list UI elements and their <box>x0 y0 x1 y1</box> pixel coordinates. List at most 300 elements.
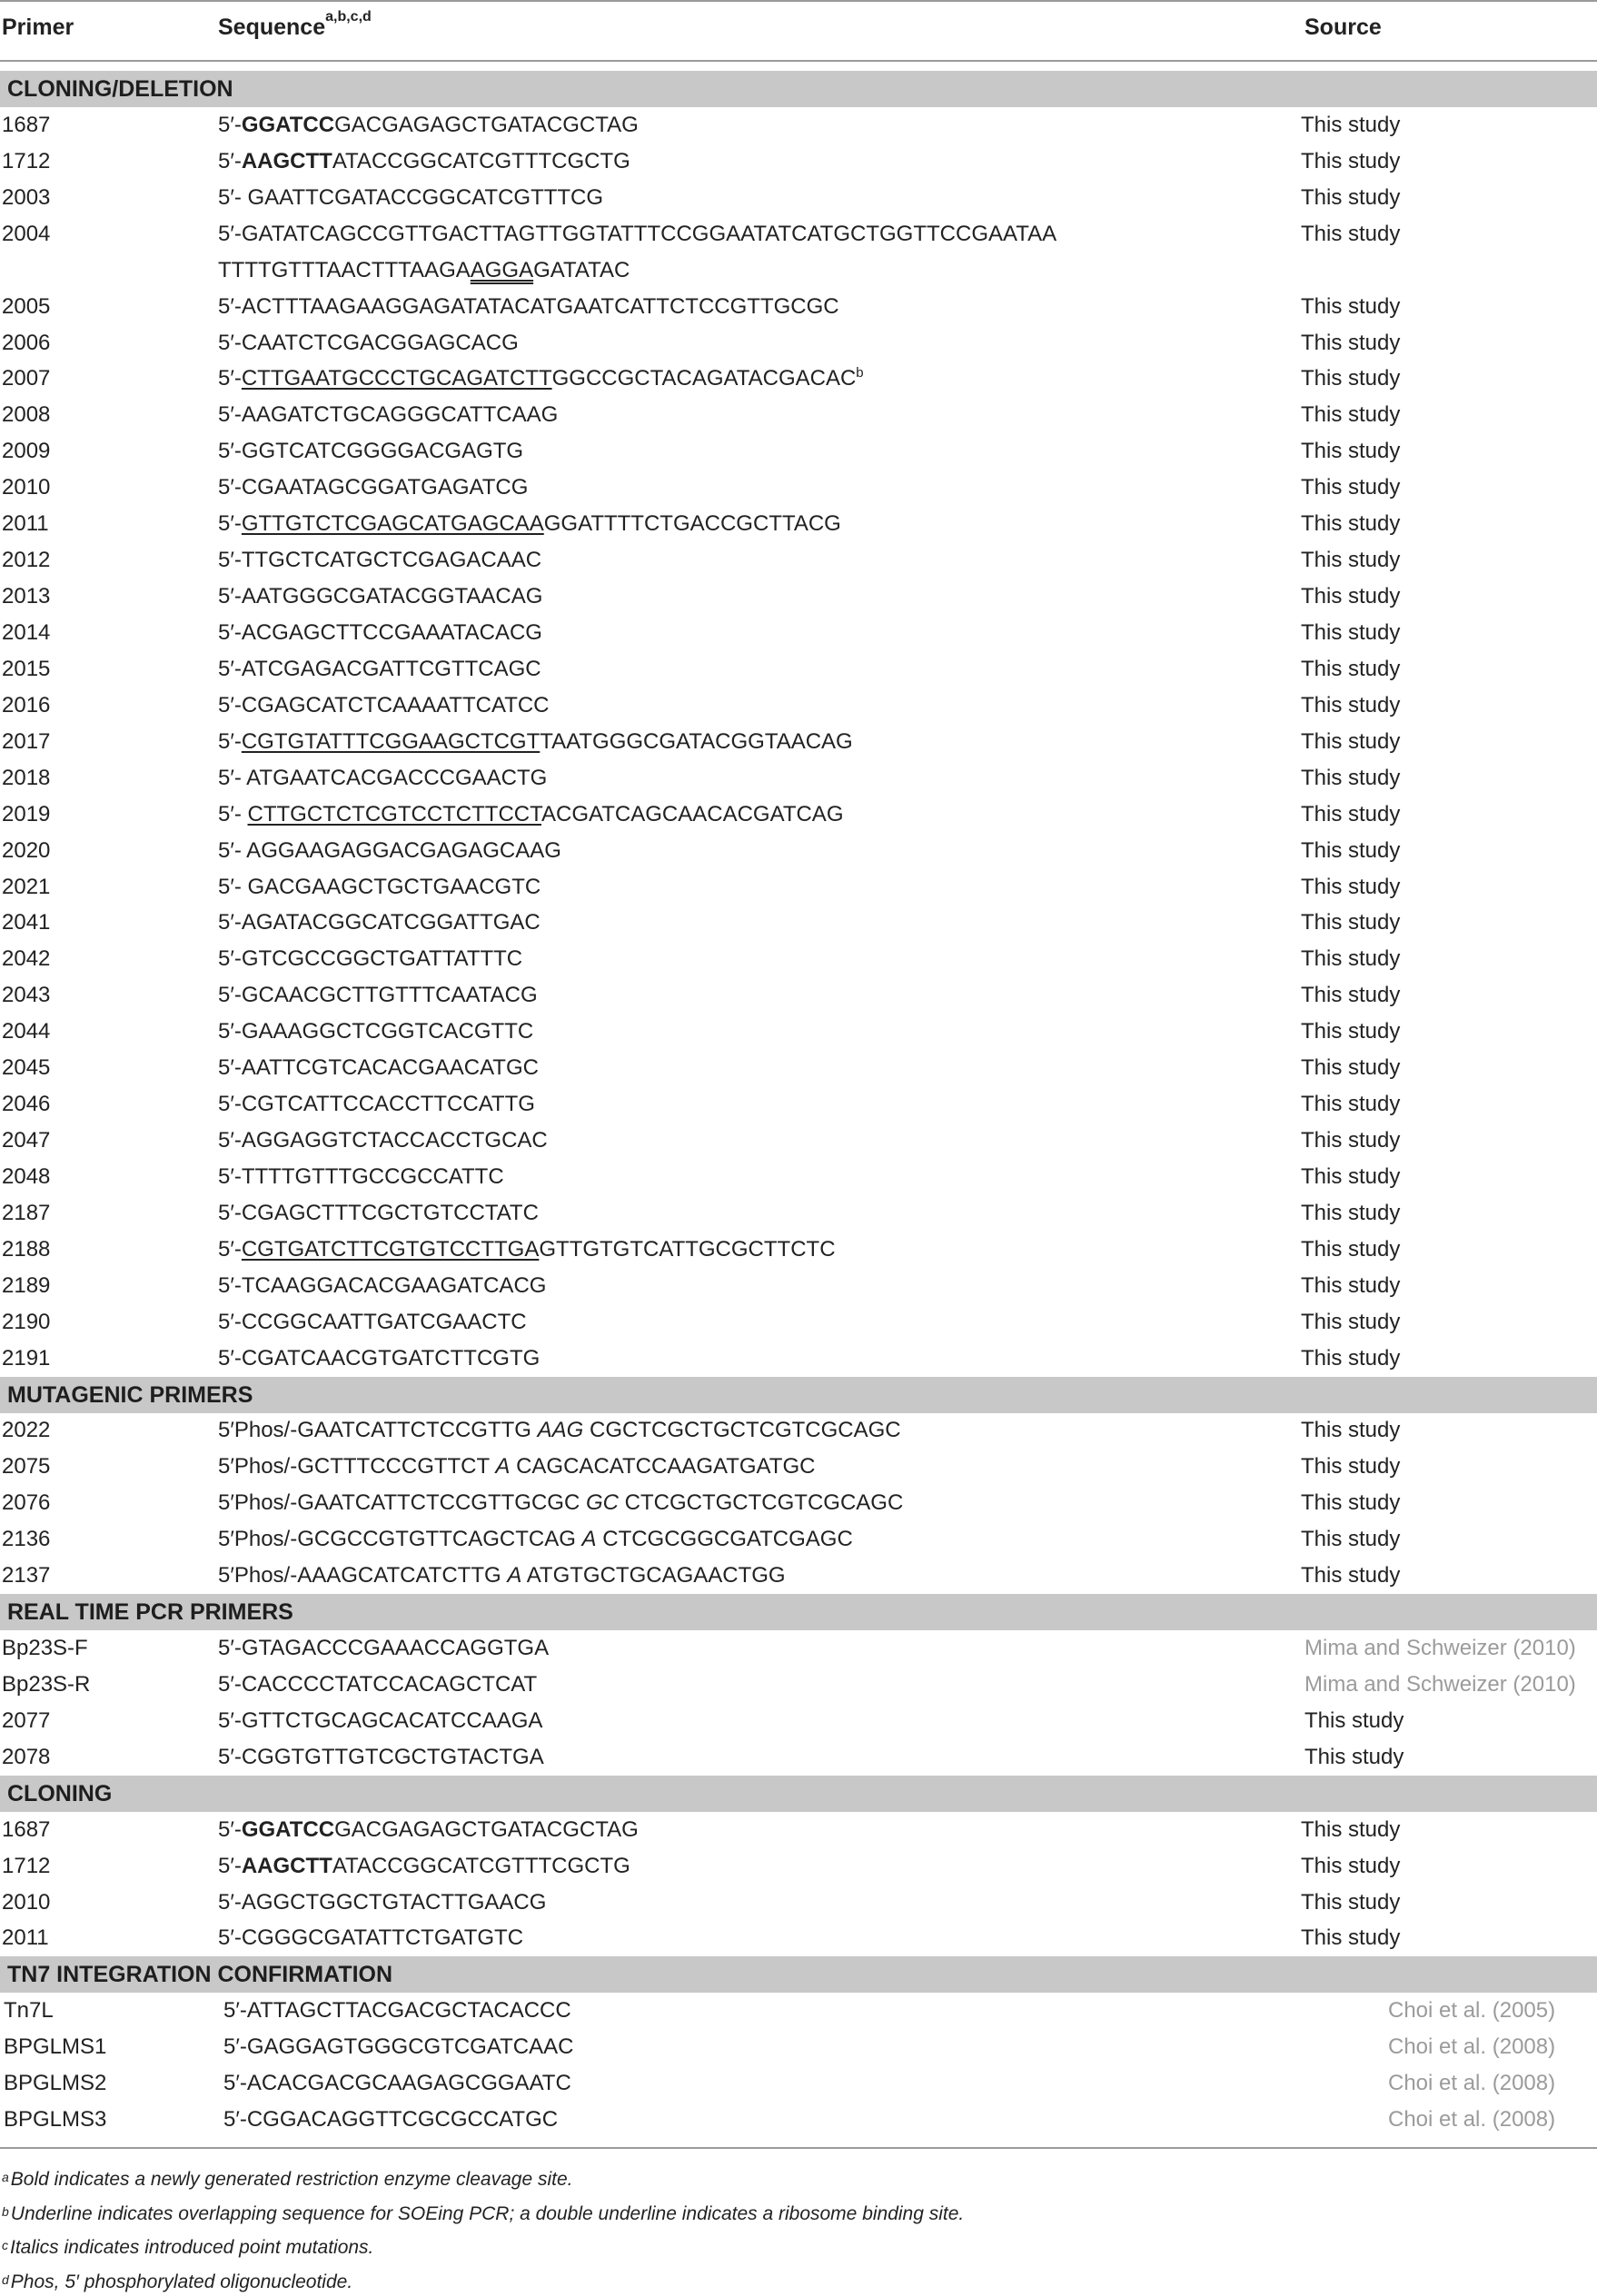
primer-sequence <box>218 1412 901 1449</box>
primer-source: This study <box>1304 1707 1404 1733</box>
primer-source: This study <box>1301 112 1401 137</box>
primer-source: Choi et al. (2008) <box>1388 2034 1556 2060</box>
table-row <box>0 615 1597 651</box>
primer-source: This study <box>1304 1744 1404 1769</box>
sequence-segment: AGGA <box>470 257 534 282</box>
sequence-segment: 5′-GTCGCCGGCTGATTATTTC <box>218 946 523 972</box>
header-source: Source <box>1304 15 1382 40</box>
primer-sequence <box>218 1014 533 1050</box>
sequence-segment: CTTGAATGCCCTGCAGATCTT <box>241 366 552 391</box>
sequence-segment: AAGCTT <box>241 148 332 173</box>
bottom-rule <box>0 2147 1597 2149</box>
table-row <box>0 1232 1597 1268</box>
sequence-segment: 5′-ACTTTAAGAAGGAGATATACATGAATCATTCTCCGTTGCGC <box>218 293 839 319</box>
sequence-segment: ATGTGCTGCAGAACTGG <box>521 1563 786 1588</box>
primer-id: 2076 <box>2 1490 51 1516</box>
table-row <box>0 470 1597 506</box>
sequence-segment: 5′- <box>218 112 242 137</box>
primer-source: This study <box>1301 366 1401 391</box>
primer-sequence <box>218 905 541 941</box>
primer-id: 2047 <box>2 1128 51 1153</box>
primer-sequence <box>218 1341 540 1377</box>
sequence-segment: TTTTGTTTAACTTTAAGA <box>218 257 471 282</box>
sequence-segment: 5′-CGGTGTTGTCGCTGTACTGA <box>218 1744 544 1769</box>
primer-sequence <box>218 1123 548 1159</box>
sequence-segment: 5′-GAAAGGCTCGGTCACGTTC <box>218 1019 534 1044</box>
sequence-segment: 5′Phos/-GCTTTCCCGTTCT <box>218 1454 496 1480</box>
primer-source: This study <box>1301 439 1401 464</box>
table-row <box>0 180 1597 216</box>
primer-sequence <box>218 397 558 433</box>
footnote-mark: d <box>2 2271 9 2287</box>
sequence-segment: CTCGCTGCTCGTCGCAGC <box>618 1490 904 1516</box>
primer-id: Bp23S-R <box>2 1671 91 1697</box>
primer-sequence <box>218 1195 539 1232</box>
sequence-segment: 5′-CAATCTCGACGGAGCACG <box>218 330 519 355</box>
primer-source: This study <box>1301 874 1401 899</box>
table-row <box>0 1412 1597 1449</box>
primer-id: 2015 <box>2 656 51 681</box>
primer-source: This study <box>1301 1236 1401 1262</box>
primer-id: 2188 <box>2 1236 51 1262</box>
primer-sequence <box>218 470 528 506</box>
primer-source: This study <box>1301 1563 1401 1588</box>
primer-id: 2045 <box>2 1055 51 1081</box>
table-row <box>0 1123 1597 1159</box>
sequence-segment: b <box>856 365 864 381</box>
primer-sequence <box>218 1558 786 1594</box>
primer-id: Tn7L <box>4 1998 54 2024</box>
sequence-segment: 5′- <box>218 1816 242 1842</box>
sequence-segment: 5′Phos/-AAAGCATCATCTTG <box>218 1563 508 1588</box>
table-row <box>0 1703 1597 1739</box>
primer-id: 2006 <box>2 330 51 355</box>
primer-source: This study <box>1301 1527 1401 1552</box>
primer-id: 2019 <box>2 801 51 826</box>
primer-sequence <box>218 688 550 724</box>
primer-source: Mima and Schweizer (2010) <box>1304 1636 1576 1660</box>
primer-id: 1712 <box>2 1853 51 1878</box>
primer-source: This study <box>1301 548 1401 573</box>
sequence-segment: 5′- <box>218 801 248 826</box>
primer-id: Bp23S-F <box>2 1636 88 1660</box>
footnote <box>2 2201 964 2228</box>
table-row <box>0 1812 1597 1848</box>
primer-source: Choi et al. (2008) <box>1388 2071 1556 2096</box>
primer-source: This study <box>1301 1816 1401 1842</box>
sequence-segment: 5′-GGTCATCGGGGACGAGTG <box>218 439 524 464</box>
primer-source: This study <box>1301 1925 1401 1951</box>
section-title: TN7 INTEGRATION CONFIRMATION <box>7 1962 393 1988</box>
primer-sequence <box>218 180 603 216</box>
primer-source: This study <box>1301 221 1401 246</box>
primer-id: 2190 <box>2 1309 51 1334</box>
primer-source: This study <box>1301 475 1401 500</box>
primer-source: This study <box>1301 728 1401 754</box>
primer-source: This study <box>1301 837 1401 863</box>
footnote <box>2 2269 352 2296</box>
sequence-segment: CGTGTATTTCGGAAGCTCGT <box>241 728 541 754</box>
primer-source: This study <box>1301 402 1401 428</box>
table-row <box>0 1086 1597 1123</box>
primer-source: This study <box>1301 1092 1401 1116</box>
primer-source: This study <box>1301 511 1401 537</box>
primer-source: This study <box>1301 1200 1401 1225</box>
primer-sequence <box>218 1485 903 1521</box>
primer-sequence <box>223 2102 558 2138</box>
primer-sequence <box>218 651 541 688</box>
primer-id: 2004 <box>2 221 51 246</box>
sequence-segment: 5′- <box>218 511 242 537</box>
primer-id: 2003 <box>2 184 51 210</box>
primer-sequence <box>218 1521 853 1558</box>
sequence-segment: GTTGTGTCATTGCGCTTCTC <box>539 1236 836 1262</box>
sequence-segment: 5′- GAATTCGATACCGGCATCGTTTCG <box>218 184 604 210</box>
table-row <box>0 289 1597 325</box>
primer-source: This study <box>1301 946 1401 972</box>
table-row <box>0 1630 1597 1667</box>
primer-source: This study <box>1301 1019 1401 1044</box>
primer-sequence <box>218 542 541 579</box>
primer-sequence <box>218 1304 527 1341</box>
table-row <box>0 1848 1597 1885</box>
table-row <box>0 144 1597 180</box>
table-row <box>0 941 1597 977</box>
sequence-segment: 5′- <box>218 728 242 754</box>
sequence-segment: 5′- <box>218 366 242 391</box>
header-sequence <box>218 9 372 41</box>
section-header <box>0 1594 1597 1630</box>
primer-sequence <box>218 1050 539 1086</box>
sequence-segment: CAGCACATCCAAGATGATGC <box>510 1454 816 1480</box>
sequence-segment: CTCGCGGCGATCGAGC <box>596 1527 853 1552</box>
primer-source: This study <box>1301 1163 1401 1189</box>
sequence-segment: 5′- <box>218 1853 242 1878</box>
sequence-segment: 5′Phos/-GAATCATTCTCCGTTGCGC <box>218 1490 586 1516</box>
section-header <box>0 1377 1597 1413</box>
sequence-segment: 5′- ATGAATCACGACCCGAACTG <box>218 765 548 790</box>
table-row <box>0 361 1597 397</box>
primer-source: This study <box>1301 1055 1401 1081</box>
footnote-mark: c <box>2 2238 8 2252</box>
section-header <box>0 71 1597 107</box>
section-title: REAL TIME PCR PRIMERS <box>7 1599 293 1626</box>
sequence-segment: GACGAGAGCTGATACGCTAG <box>334 112 639 137</box>
primer-source: This study <box>1301 1418 1401 1443</box>
sequence-segment: GATATAC <box>533 257 630 282</box>
sequence-segment: ATACCGGCATCGTTTCGCTG <box>332 148 630 173</box>
footnote-mark: b <box>2 2203 9 2219</box>
table-row <box>0 760 1597 797</box>
sequence-segment: CGTGATCTTCGTGTCCTTGA <box>241 1236 540 1262</box>
primer-sequence <box>218 433 523 470</box>
primer-sequence <box>218 361 864 397</box>
primer-id: 2020 <box>2 837 51 863</box>
table-row <box>0 579 1597 615</box>
sequence-segment: ATACCGGCATCGTTTCGCTG <box>332 1853 630 1878</box>
primer-source: This study <box>1301 1345 1401 1371</box>
sequence-segment: 5′-TTTTGTTTGCCGCCATTC <box>218 1163 504 1189</box>
primer-sequence <box>218 941 522 977</box>
sequence-segment: 5′-CACCCCTATCCACAGCTCAT <box>218 1671 538 1697</box>
primer-id: 1712 <box>2 148 51 173</box>
primer-id: 2009 <box>2 439 51 464</box>
sequence-segment: CGCTCGCTGCTCGTCGCAGC <box>583 1418 901 1443</box>
primer-id: 2075 <box>2 1454 51 1480</box>
primer-id: 2041 <box>2 910 51 935</box>
primer-source: This study <box>1301 184 1401 210</box>
primer-id: BPGLMS2 <box>4 2071 107 2096</box>
sequence-segment: 5′-ATTAGCTTACGACGCTACACCC <box>223 1998 571 2024</box>
primer-sequence <box>218 325 519 361</box>
table-row <box>0 107 1597 144</box>
primer-id: 2010 <box>2 475 51 500</box>
table-row <box>0 1268 1597 1304</box>
sequence-segment: 5′-CGGGCGATATTCTGATGTC <box>218 1925 524 1951</box>
primer-source: This study <box>1301 620 1401 645</box>
table-row <box>0 1449 1597 1485</box>
table-row <box>0 688 1597 724</box>
table-row <box>0 1485 1597 1521</box>
primer-id: 2077 <box>2 1707 51 1733</box>
table-row <box>0 1667 1597 1703</box>
primer-sequence <box>218 833 561 869</box>
primer-sequence <box>218 1667 537 1703</box>
table-header <box>0 0 1597 60</box>
primer-id: 2005 <box>2 293 51 319</box>
primer-id: 2013 <box>2 584 51 609</box>
primer-source: This study <box>1301 1128 1401 1153</box>
primer-sequence <box>223 2065 571 2102</box>
sequence-segment: 5′Phos/-GAATCATTCTCCGTTG <box>218 1418 538 1443</box>
section-title: CLONING <box>7 1780 113 1806</box>
primer-id: 2016 <box>2 692 51 718</box>
table-row <box>0 1195 1597 1232</box>
primer-id: 2136 <box>2 1527 51 1552</box>
primer-id: 2012 <box>2 548 51 573</box>
sequence-segment: 5′-CGTCATTCCACCTTCCATTG <box>218 1092 535 1116</box>
primer-id: 2022 <box>2 1418 51 1443</box>
sequence-segment: 5′-CGATCAACGTGATCTTCGTG <box>218 1345 541 1371</box>
sequence-segment: 5′-GTAGACCCGAAACCAGGTGA <box>218 1636 550 1660</box>
footnote-text: Phos, 5′ phosphorylated oligonucleotide. <box>10 2271 353 2292</box>
primer-sequence <box>218 1086 535 1123</box>
sequence-segment: GGATCC <box>241 112 335 137</box>
primer-id: 2078 <box>2 1744 51 1769</box>
table-row <box>0 1014 1597 1050</box>
primer-source: This study <box>1301 1272 1401 1298</box>
primer-source: This study <box>1301 584 1401 609</box>
table-row <box>0 1739 1597 1776</box>
primer-source: This study <box>1301 910 1401 935</box>
primer-id: 2187 <box>2 1200 51 1225</box>
sequence-segment: 5′- <box>218 1236 242 1262</box>
sequence-segment: 5′-GATATCAGCCGTTGACTTAGTTGGTATTTCCGGAATATCATGCTGGTTCCGAATAA <box>218 221 1057 246</box>
table-row <box>0 1558 1597 1594</box>
primer-sequence <box>218 1885 546 1921</box>
primer-sequence <box>218 1920 523 1956</box>
table-row <box>0 506 1597 542</box>
table-row <box>0 1304 1597 1341</box>
table-row <box>0 1993 1597 2029</box>
header-sequence-label: Sequence <box>218 15 326 40</box>
primer-id: 2011 <box>2 1925 49 1951</box>
sequence-segment: 5′-TCAAGGACACGAAGATCACG <box>218 1272 547 1298</box>
section-header <box>0 1956 1597 1993</box>
primer-sequence <box>218 615 542 651</box>
sequence-segment: TAATGGGCGATACGGTAACAG <box>540 728 853 754</box>
primer-sequence <box>218 506 841 542</box>
sequence-segment: 5′-GAGGAGTGGGCGTCGATCAAC <box>223 2034 574 2060</box>
table-row <box>0 1050 1597 1086</box>
primer-id: 2048 <box>2 1163 51 1189</box>
sequence-segment: 5′-AGATACGGCATCGGATTGAC <box>218 910 541 935</box>
table-row <box>0 433 1597 470</box>
primer-sequence <box>223 1993 571 2029</box>
sequence-segment: AAG <box>537 1418 584 1443</box>
sequence-segment: 5′-AGGAGGTCTACCACCTGCAC <box>218 1128 548 1153</box>
table-row <box>0 542 1597 579</box>
primer-source: This study <box>1301 1454 1401 1480</box>
sequence-segment: A <box>581 1527 597 1552</box>
primer-source: This study <box>1301 656 1401 681</box>
primer-sequence <box>218 252 630 289</box>
table-row <box>0 1920 1597 1956</box>
table-row <box>0 869 1597 906</box>
sequence-segment: 5′-AAGATCTGCAGGGCATTCAAG <box>218 402 559 428</box>
primer-sequence <box>218 1739 544 1776</box>
footnote-mark: a <box>2 2170 9 2184</box>
primer-sequence <box>218 1703 542 1739</box>
table-row <box>0 397 1597 433</box>
primer-source: This study <box>1301 692 1401 718</box>
primer-id: 2007 <box>2 366 51 391</box>
sequence-segment: 5′-ACACGACGCAAGAGCGGAATC <box>223 2071 571 2096</box>
section-title: MUTAGENIC PRIMERS <box>7 1381 253 1408</box>
sequence-segment: 5′Phos/-GCGCCGTGTTCAGCTCAG <box>218 1527 582 1552</box>
table-row <box>0 797 1597 833</box>
primer-sequence <box>218 1159 504 1195</box>
primer-id: BPGLMS1 <box>4 2034 107 2060</box>
primer-source: This study <box>1301 1889 1401 1915</box>
primer-sequence <box>223 2029 573 2065</box>
sequence-segment: 5′-CCGGCAATTGATCGAACTC <box>218 1309 527 1334</box>
primer-source: Choi et al. (2008) <box>1388 2107 1556 2133</box>
primer-id: 2044 <box>2 1019 51 1044</box>
primer-sequence <box>218 216 1056 252</box>
primer-sequence <box>218 760 547 797</box>
primer-id: 2018 <box>2 765 51 790</box>
header-rule <box>0 60 1597 62</box>
sequence-segment: 5′-CGAGCTTTCGCTGTCCTATC <box>218 1200 539 1225</box>
footnote-text: Bold indicates a newly generated restriction enzyme cleavage site. <box>10 2169 573 2190</box>
sequence-segment: CTTGCTCTCGTCCTCTTCCT <box>247 801 541 826</box>
primer-source: This study <box>1301 801 1401 826</box>
primer-source: This study <box>1301 1853 1401 1878</box>
primer-id: 2042 <box>2 946 51 972</box>
table-row <box>0 833 1597 869</box>
primer-sequence <box>218 869 541 906</box>
sequence-segment: 5′-AATTCGTCACACGAACATGC <box>218 1055 539 1081</box>
sequence-segment: GGCCGCTACAGATACGACAC <box>551 366 857 391</box>
table-row <box>0 2065 1597 2102</box>
sequence-segment: 5′- AGGAAGAGGACGAGAGCAAG <box>218 837 561 863</box>
table-row <box>0 651 1597 688</box>
primer-id: 2014 <box>2 620 51 645</box>
sequence-segment: 5′-ACGAGCTTCCGAAATACACG <box>218 620 542 645</box>
table-row <box>0 905 1597 941</box>
sequence-segment: A <box>495 1454 511 1480</box>
primer-sequence <box>218 797 843 833</box>
primer-sequence <box>218 1848 630 1885</box>
sequence-segment: 5′-CGAGCATCTCAAAATTCATCC <box>218 692 550 718</box>
table-row <box>0 1885 1597 1921</box>
table-row <box>0 1521 1597 1558</box>
table-row <box>0 2102 1597 2138</box>
sequence-segment: A <box>507 1563 522 1588</box>
primer-id: 2011 <box>2 511 49 537</box>
sequence-segment: 5′-GTTCTGCAGCACATCCAAGA <box>218 1707 543 1733</box>
table-row <box>0 216 1597 252</box>
table-row <box>0 325 1597 361</box>
table-row <box>0 724 1597 760</box>
sequence-segment: 5′-CGAATAGCGGATGAGATCG <box>218 475 529 500</box>
sequence-segment: GC <box>585 1490 619 1516</box>
primer-id: 2046 <box>2 1092 51 1116</box>
primer-sequence <box>218 289 839 325</box>
primer-id: 2008 <box>2 402 51 428</box>
primer-sequence <box>218 1812 639 1848</box>
sequence-segment: 5′-TTGCTCATGCTCGAGACAAC <box>218 548 542 573</box>
table-row <box>0 1341 1597 1377</box>
primer-sequence <box>218 1232 836 1268</box>
primer-sequence <box>218 724 853 760</box>
primer-id: 2137 <box>2 1563 51 1588</box>
sequence-segment: 5′-AATGGGCGATACGGTAACAG <box>218 584 543 609</box>
table-row <box>0 1159 1597 1195</box>
footnote-text: Italics indicates introduced point mutations. <box>10 2237 374 2258</box>
primer-source: Choi et al. (2005) <box>1388 1998 1556 2024</box>
primer-id: 2021 <box>2 874 51 899</box>
primer-sequence <box>218 107 639 144</box>
primer-source: Mima and Schweizer (2010) <box>1304 1671 1576 1697</box>
sequence-segment: 5′-GCAACGCTTGTTTCAATACG <box>218 983 538 1008</box>
sequence-segment: GACGAGAGCTGATACGCTAG <box>334 1816 639 1842</box>
footnote <box>2 2166 572 2193</box>
primer-id: 1687 <box>2 112 51 137</box>
primer-source: This study <box>1301 983 1401 1008</box>
primer-id: 2017 <box>2 728 51 754</box>
primer-source: This study <box>1301 765 1401 790</box>
table-row <box>0 977 1597 1014</box>
primer-sequence <box>218 1630 549 1667</box>
sequence-segment: 5′-AGGCTGGCTGTACTTGAACG <box>218 1889 547 1915</box>
section-title: CLONING/DELETION <box>7 76 233 102</box>
primer-sequence <box>218 977 538 1014</box>
sequence-segment: 5′- GACGAAGCTGCTGAACGTC <box>218 874 541 899</box>
sequence-segment: AAGCTT <box>241 1853 332 1878</box>
sequence-segment: GGATCC <box>241 1816 335 1842</box>
primer-sequence <box>218 1268 546 1304</box>
table-row <box>0 2029 1597 2065</box>
section-header <box>0 1776 1597 1812</box>
sequence-segment: 5′- <box>218 148 242 173</box>
primer-id: BPGLMS3 <box>4 2107 107 2133</box>
table-row <box>0 252 1597 289</box>
sequence-segment: GGATTTTCTGACCGCTTACG <box>543 511 841 537</box>
primer-source: This study <box>1301 1309 1401 1334</box>
primer-source: This study <box>1301 330 1401 355</box>
